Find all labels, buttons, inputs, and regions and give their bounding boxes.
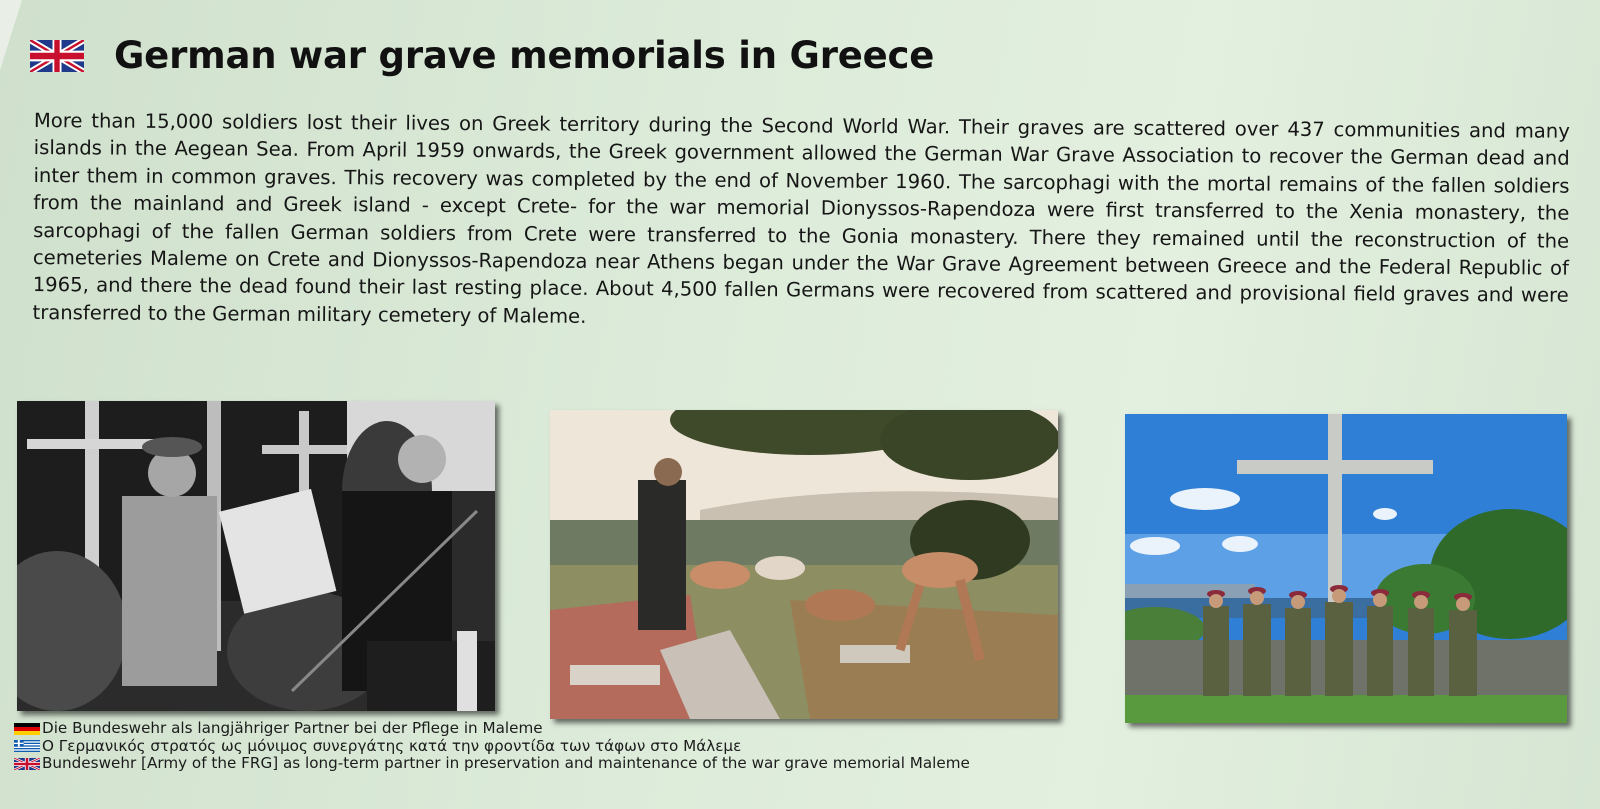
photo-captions [14, 720, 970, 773]
caption-text-english: Bundeswehr [Army of the FRG] as long-term partner in preservation and maintenance of the war grave memorial Maleme [42, 754, 970, 773]
caption-german [14, 720, 970, 738]
panel-body-text: More than 15,000 soldiers lost their lives on Greek territory during the Second World War. Their graves are scattered over 437 communities and many islands in the Aegean Sea. From April 1959 onwards, the Greek government allowed the German War Grave Association to recover the German dead and inter them in common graves. This recovery was completed by the end of November 1960. The sarcophagi with the mortal remains of the fallen soldiers from the mainland and Greek island - except Crete- for the war memorial Dionyssos-Rapendoza were first transferred to the Xenia monastery, the sarcophagi of the fallen German soldiers from Crete were transferred to the Gonia monastery. There they remained until the reconstruction of the cemeteries Maleme on Crete and Dionyssos-Rapendoza near Athens began under the War Grave Agreement between Greece and the Federal Republic of 1965, and there the dead found their last resting place. About 4,500 fallen Germans were recovered from scattered and provisional field graves and were transferred to the German military cemetery of Maleme. [32, 108, 1570, 328]
caption-english [14, 755, 970, 773]
soldiers-at-cross-photo [1125, 414, 1567, 723]
caption-text-german: Die Bundeswehr als langjähriger Partner bei der Pflege in Maleme [42, 719, 543, 737]
uk-flag-icon [30, 40, 84, 72]
caption-greek [14, 738, 970, 756]
germany-flag-icon [14, 723, 40, 735]
board-corner [0, 0, 22, 70]
panel-title: German war grave memorials in Greece [114, 34, 935, 77]
caption-text-greek: Ο Γερμανικός στρατός ως μόνιμος συνεργάτης κατά την φροντίδα των τάφων στο Μάλεμε [42, 736, 742, 755]
uk-flag-icon [14, 758, 40, 770]
grave-maintenance-photo [550, 410, 1058, 719]
ceremony-photo [17, 401, 495, 711]
greece-flag-icon [14, 740, 40, 752]
